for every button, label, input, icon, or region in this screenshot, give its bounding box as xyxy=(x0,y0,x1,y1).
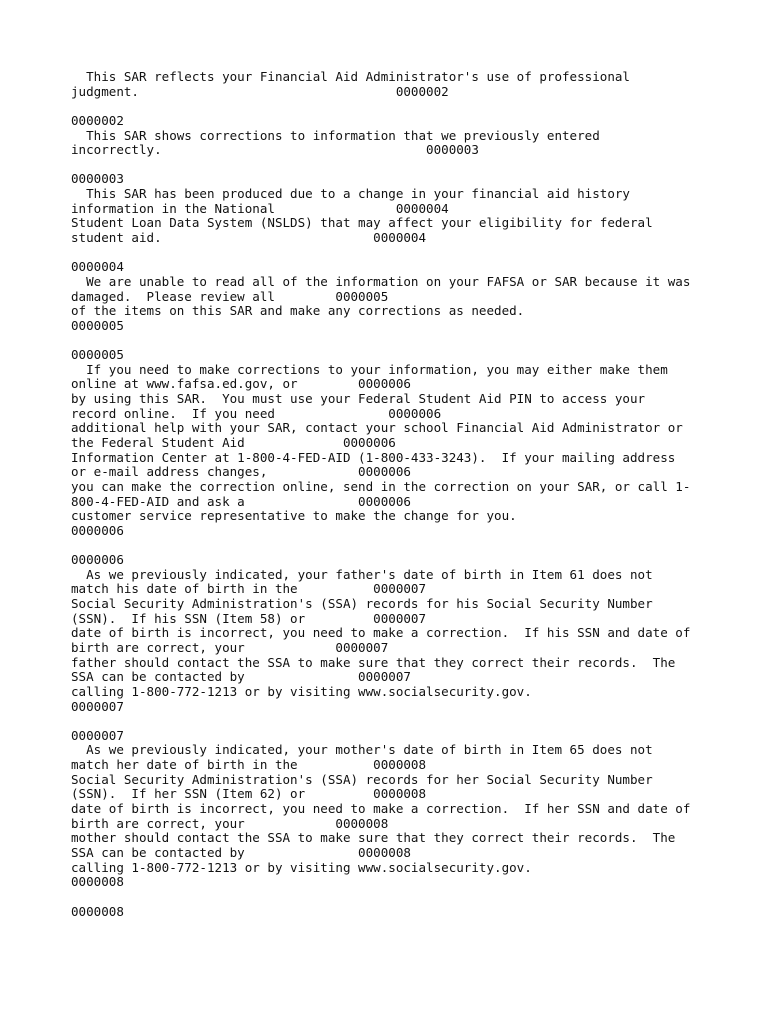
text-line: 0000008 xyxy=(71,903,124,919)
text-line: 0000005 xyxy=(71,317,124,333)
text-line: If you need to make corrections to your information, you may either make them xyxy=(71,361,668,377)
text-line: Social Security Administration's (SSA) records for his Social Security Number xyxy=(71,596,653,612)
text-line: Information Center at 1-800-4-FED-AID (1-800-433-3243). If your mailing address xyxy=(71,449,676,465)
text-line: SSA can be contacted by 0000007 xyxy=(71,669,411,685)
text-line: mother should contact the SSA to make sure that they correct their records. The xyxy=(71,830,676,846)
text-line: online at www.fafsa.ed.gov, or 0000006 xyxy=(71,376,411,392)
text-line: calling 1-800-772-1213 or by visiting www.socialsecurity.gov. xyxy=(71,859,532,875)
text-line: We are unable to read all of the information on your FAFSA or SAR because it was xyxy=(71,273,691,289)
text-line: 0000007 xyxy=(71,698,124,714)
text-line: (SSN). If his SSN (Item 58) or 0000007 xyxy=(71,610,427,626)
text-line: student aid. 0000004 xyxy=(71,230,427,246)
text-line: As we previously indicated, your mother's date of birth in Item 65 does not xyxy=(71,742,653,758)
text-line: by using this SAR. You must use your Federal Student Aid PIN to access your xyxy=(71,391,646,407)
text-line: Social Security Administration's (SSA) records for her Social Security Number xyxy=(71,771,653,787)
text-line xyxy=(71,158,751,173)
text-line xyxy=(71,714,751,729)
text-line: additional help with your SAR, contact your school Financial Aid Administrator or xyxy=(71,420,683,436)
text-line: 0000004 xyxy=(71,259,124,275)
text-line: 0000007 xyxy=(71,727,124,743)
text-line: judgment. 0000002 xyxy=(71,83,449,99)
text-line: record online. If you need 0000006 xyxy=(71,405,442,421)
text-line: of the items on this SAR and make any corrections as needed. xyxy=(71,303,525,319)
text-line: or e-mail address changes, 0000006 xyxy=(71,464,411,480)
text-line: customer service representative to make the change for you. xyxy=(71,508,517,524)
text-line: 0000006 xyxy=(71,522,124,538)
text-line: 0000005 xyxy=(71,347,124,363)
text-line: birth are correct, your 0000008 xyxy=(71,815,389,831)
text-line: match his date of birth in the 0000007 xyxy=(71,581,427,597)
text-line: calling 1-800-772-1213 or by visiting www.socialsecurity.gov. xyxy=(71,683,532,699)
text-line: date of birth is incorrect, you need to make a correction. If her SSN and date of xyxy=(71,801,691,817)
text-line xyxy=(71,246,751,261)
text-line: 0000008 xyxy=(71,874,124,890)
text-line: This SAR shows corrections to information that we previously entered xyxy=(71,127,600,143)
text-line xyxy=(71,890,751,905)
text-line: you can make the correction online, send in the correction on your SAR, or call 1- xyxy=(71,478,691,494)
text-line: SSA can be contacted by 0000008 xyxy=(71,844,411,860)
text-line: (SSN). If her SSN (Item 62) or 0000008 xyxy=(71,786,427,802)
text-line: date of birth is incorrect, you need to make a correction. If his SSN and date of xyxy=(71,625,691,641)
text-line: incorrectly. 0000003 xyxy=(71,142,479,158)
text-line: Student Loan Data System (NSLDS) that may affect your eligibility for federal xyxy=(71,215,653,231)
text-line xyxy=(71,99,751,114)
text-line: 0000003 xyxy=(71,171,124,187)
text-line: This SAR reflects your Financial Aid Administrator's use of professional xyxy=(71,69,630,84)
text-line: This SAR has been produced due to a change in your financial aid history xyxy=(71,186,630,202)
text-line: 0000006 xyxy=(71,552,124,568)
text-line: birth are correct, your 0000007 xyxy=(71,639,389,655)
text-line: damaged. Please review all 0000005 xyxy=(71,288,389,304)
text-line xyxy=(71,334,751,349)
text-line: match her date of birth in the 0000008 xyxy=(71,757,427,773)
text-line: 800-4-FED-AID and ask a 0000006 xyxy=(71,493,411,509)
text-line xyxy=(71,539,751,554)
document-body xyxy=(71,70,751,919)
text-line: information in the National 0000004 xyxy=(71,200,449,216)
text-line: 0000002 xyxy=(71,112,124,128)
text-line: As we previously indicated, your father's date of birth in Item 61 does not xyxy=(71,566,653,582)
text-line: father should contact the SSA to make sure that they correct their records. The xyxy=(71,654,676,670)
text-line: the Federal Student Aid 0000006 xyxy=(71,435,396,451)
